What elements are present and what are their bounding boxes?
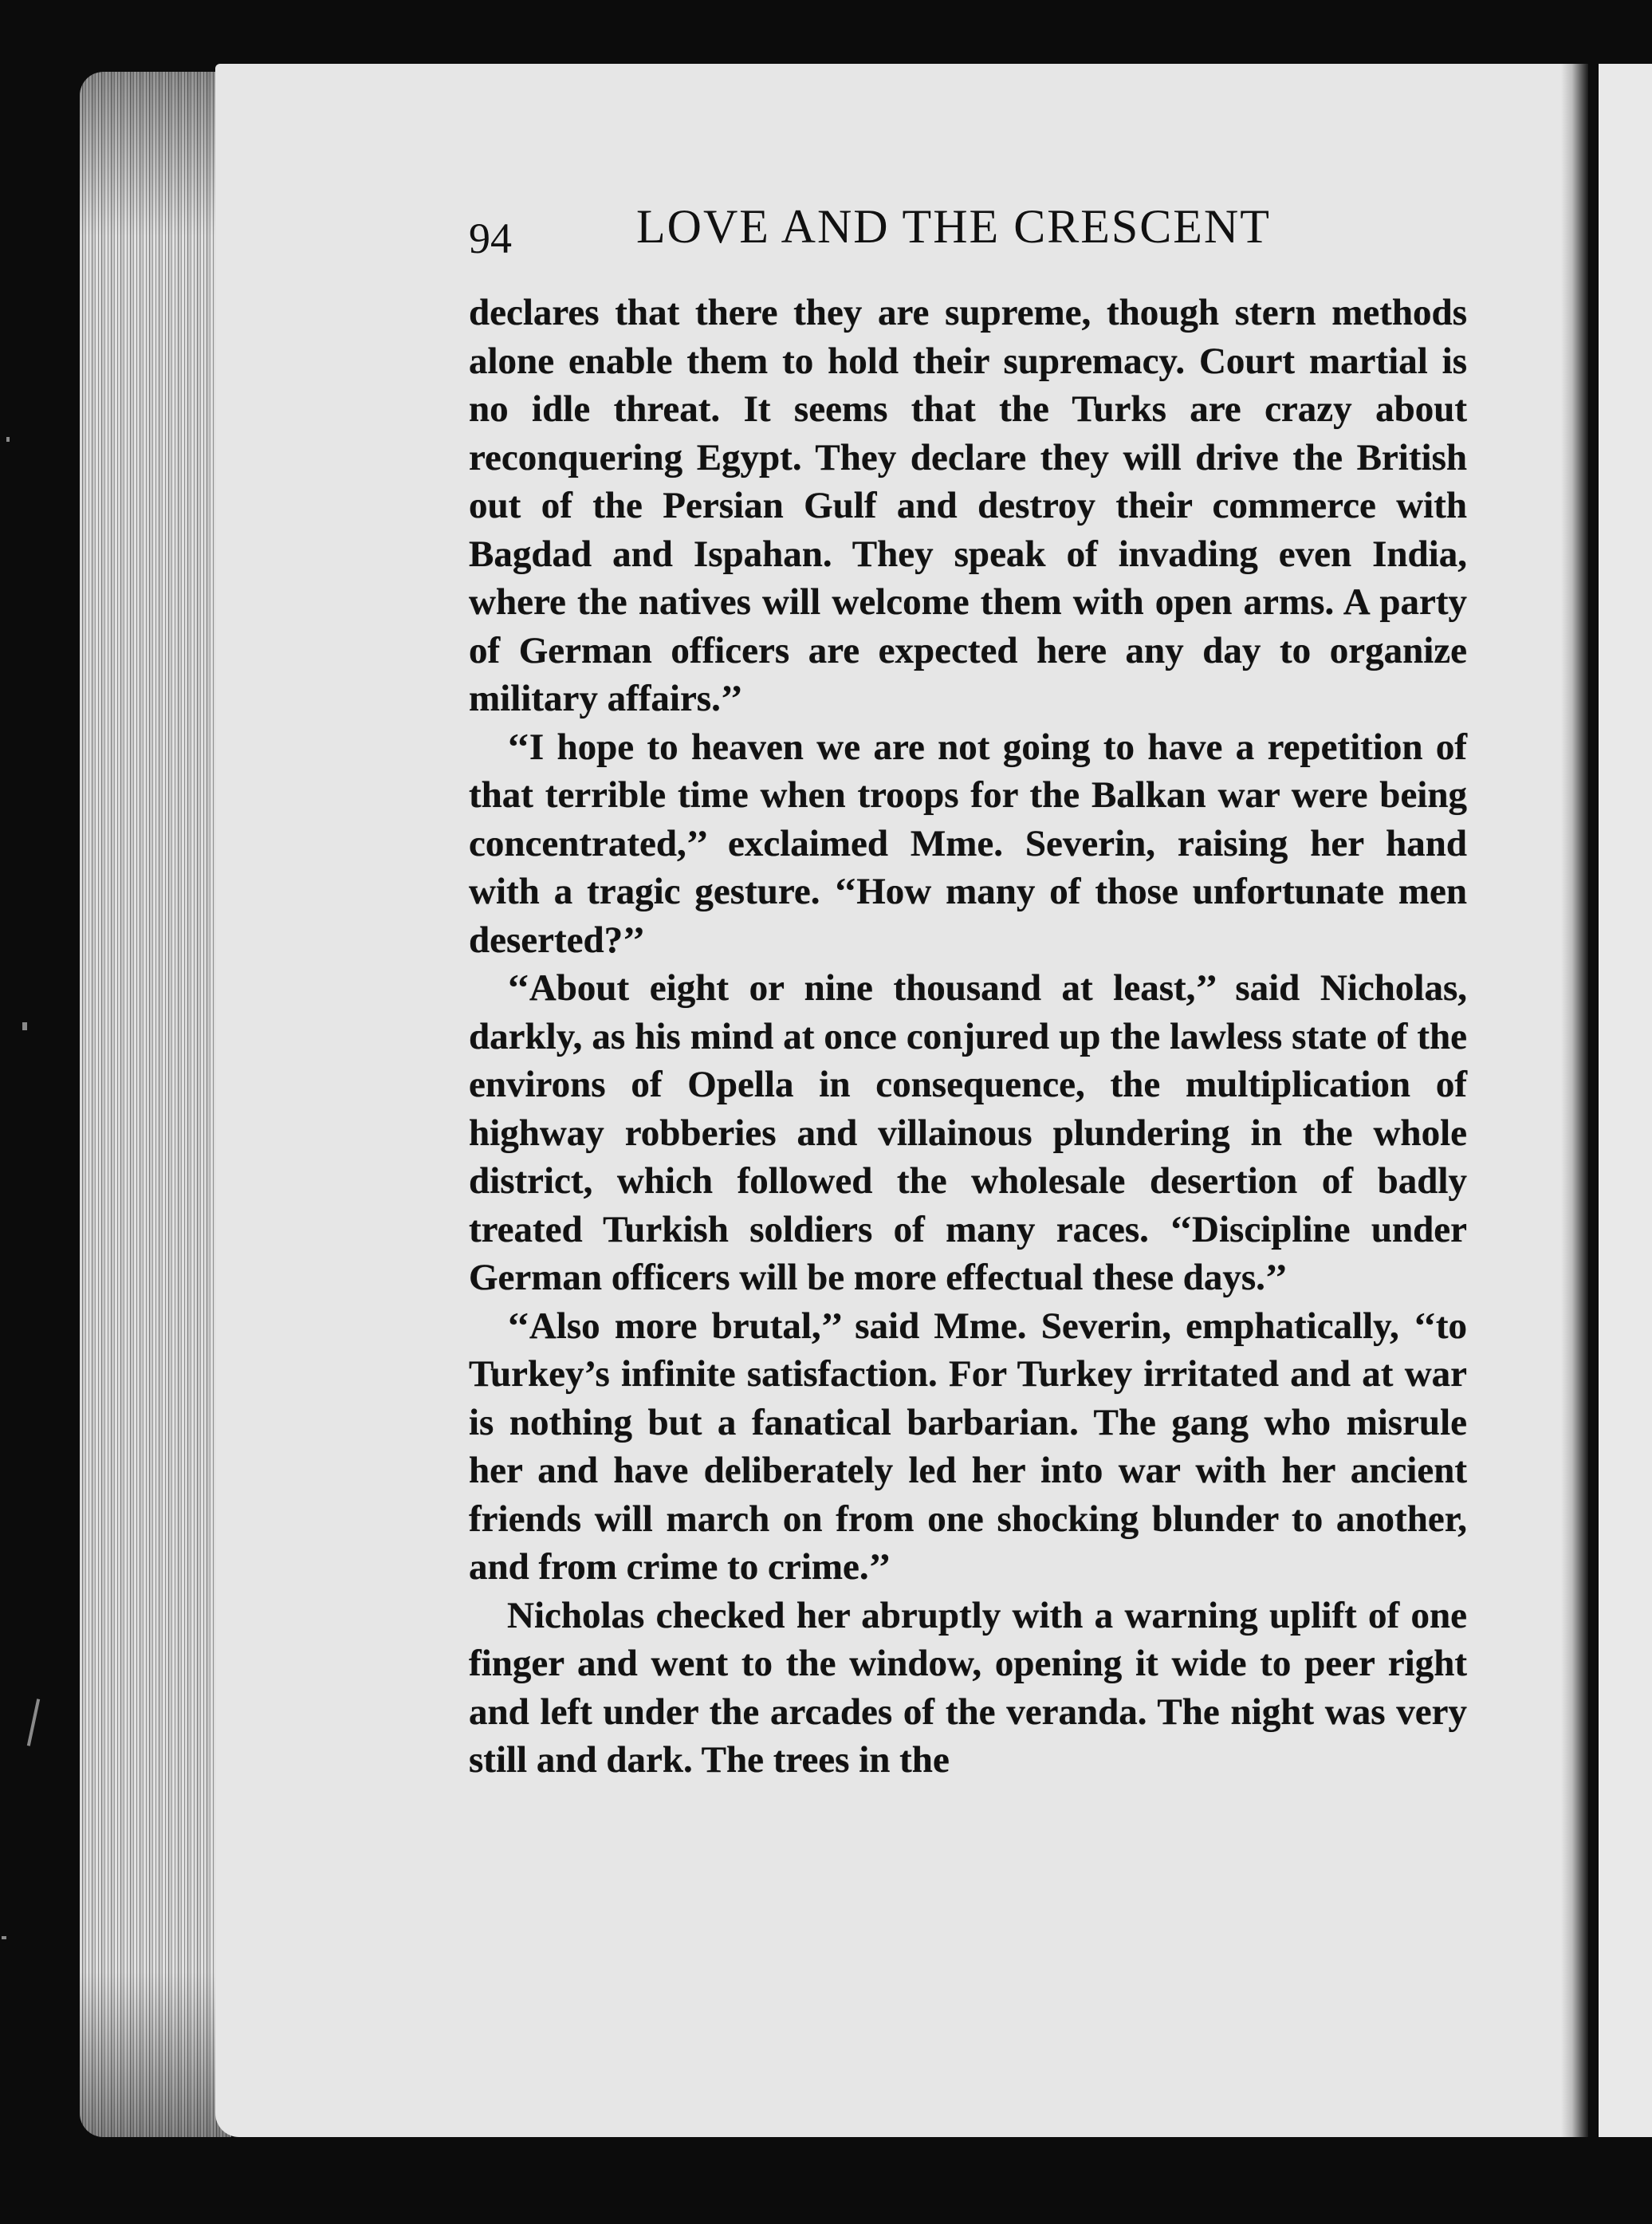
page-body	[469, 289, 1467, 1785]
book-page-edges	[80, 72, 231, 2137]
page-gutter-shadow	[1561, 64, 1588, 2137]
scan-speck	[6, 437, 10, 442]
scan-speck	[27, 1699, 40, 1746]
scan-speck	[22, 1022, 27, 1030]
facing-page-edge	[1599, 64, 1652, 2137]
page-number: 94	[469, 215, 512, 262]
paragraph: Nicholas checked her abruptly with a warning uplift of one finger and went to the window, opening it wide to peer right and left under the arcades of the veranda. The night was very still and dark. The trees in the	[469, 1594, 1467, 1781]
scan-margin	[0, 0, 48, 2224]
scan-speck	[2, 1936, 6, 1939]
paragraph: declares that there they are supreme, though stern methods alone enable them to hold their supremacy. Court martial is no idle threat. It seems that the Turks are crazy about reconquering Egypt. They declare they will drive the British out of the Persian Gulf and destroy their commerce with Bagdad and Ispahan. They speak of invading even India, where the natives will welcome them with open arms. A party of German officers are expected here any day to organize military affairs.’’	[469, 292, 1467, 719]
paragraph: ‘‘I hope to heaven we are not going to have a repetition of that terrible time when troops for the Balkan war were being concentrated,’’ exclaimed Mme. Severin, raising her hand with a tragic gesture. ‘‘How many of those unfortunate men deserted?’’	[469, 726, 1467, 961]
running-title: LOVE AND THE CRESCENT	[636, 200, 1271, 253]
paragraph: ‘‘About eight or nine thousand at least,’’ said Nicholas, darkly, as his mind at once conjured up the lawless state of the environs of Opella in consequence, the multiplication of highway robberies and villainous plundering in the whole district, which followed the wholesale desertion of badly treated Turkish soldiers of many races. ‘‘Discipline under German officers will be more effectual these days.’’	[469, 967, 1467, 1298]
paragraph: ‘‘Also more brutal,’’ said Mme. Severin, emphatically, ‘‘to Turkey’s infinite satisfaction. For Turkey irritated and at war is nothing but a fanatical barbarian. The gang who misrule her and have deliberately led her into war with her ancient friends will march on from one shocking blunder to another, and from crime to crime.’’	[469, 1305, 1467, 1588]
